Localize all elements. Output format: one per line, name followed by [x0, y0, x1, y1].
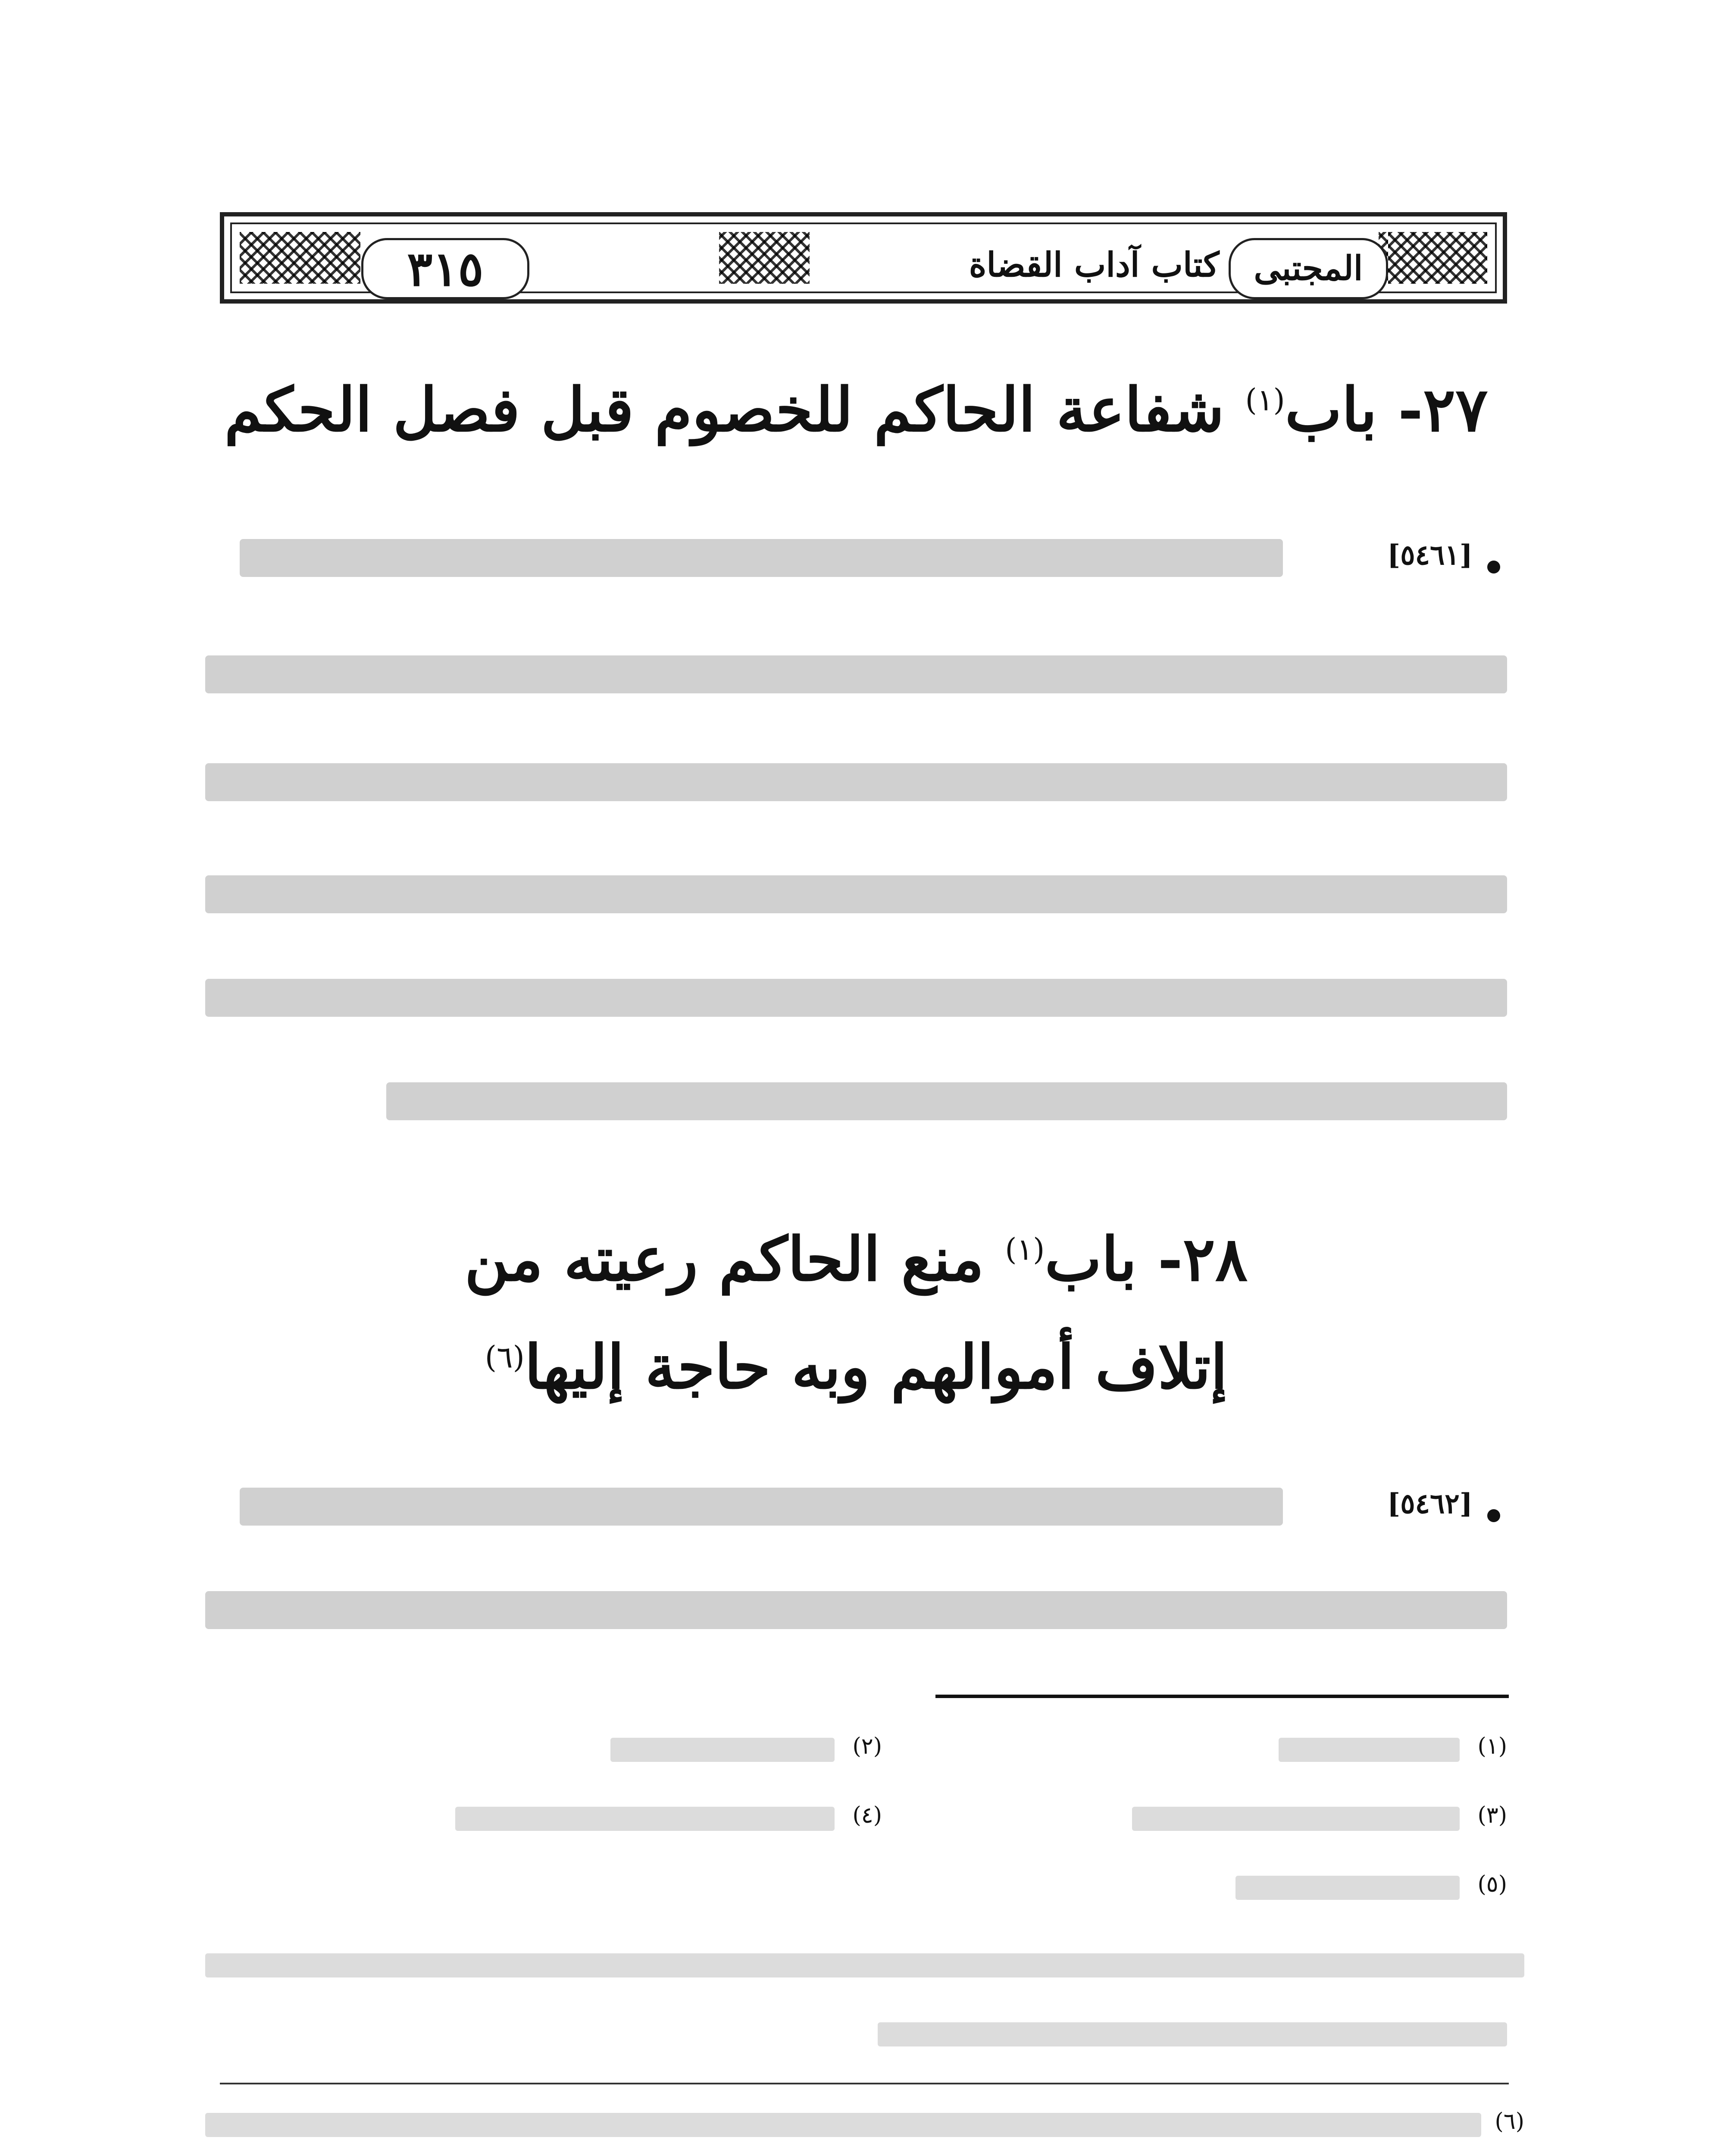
hadith-1-line-5 — [205, 979, 1507, 1017]
footnote-1-mark: (١) — [1477, 1733, 1507, 1759]
chapter-28-title-line-2: إتلاف أموالهم وبه حاجة إليها — [524, 1332, 1228, 1403]
footnote-5-text — [1235, 1876, 1460, 1900]
page-number-cartouche — [361, 238, 529, 299]
footnote-3-text — [1132, 1807, 1460, 1831]
hadith-1-line-2 — [205, 655, 1507, 693]
header-frame — [230, 222, 1497, 297]
hadith-1-number: [٥٤٦١] — [1387, 539, 1473, 571]
hadith-1-line-1 — [240, 539, 1283, 577]
hadith-1-line-4 — [205, 875, 1507, 913]
takhrij-line-2 — [878, 2022, 1507, 2046]
footnote-6-mark: (٦) — [1495, 2109, 1524, 2134]
hadith-2-line-1 — [240, 1488, 1283, 1526]
footnote-5-mark: (٥) — [1477, 1871, 1507, 1897]
chapter-27-number: ٢٧- — [1398, 375, 1488, 445]
note-separator — [220, 2083, 1509, 2084]
book-logo: المجتبى — [1254, 249, 1363, 288]
footnote-1-text — [1279, 1738, 1460, 1762]
hadith-1-line-3 — [205, 763, 1507, 801]
footnote-4-text — [455, 1807, 835, 1831]
hadith-1-bullet — [1487, 561, 1500, 573]
chapter-27-word: باب — [1285, 375, 1377, 445]
footnote-separator — [935, 1695, 1509, 1698]
chapter-28-title-line-1: منع الحاكم رعيته من — [464, 1224, 984, 1295]
footnote-3-mark: (٣) — [1477, 1802, 1507, 1828]
hadith-1-line-6 — [386, 1082, 1507, 1120]
chapter-28-heading-line-2 — [205, 1328, 1507, 1414]
chapter-28-footnote-mark: (١) — [1005, 1232, 1045, 1267]
chapter-28-word: باب — [1045, 1224, 1137, 1295]
footnote-2-mark: (٢) — [852, 1733, 882, 1759]
section-title: كتاب آداب القضاة — [969, 245, 1220, 285]
hadith-2-line-2 — [205, 1591, 1507, 1629]
chapter-28-heading-line-1 — [205, 1220, 1507, 1307]
header-ornament-center-left — [719, 232, 810, 284]
takhrij-line-1 — [205, 1953, 1524, 1977]
hadith-2-bullet — [1487, 1509, 1500, 1522]
page-header — [220, 212, 1507, 304]
chapter-27-heading — [205, 371, 1507, 457]
chapter-27-title: شفاعة الحاكم للخصوم قبل فصل الحكم — [224, 375, 1224, 445]
page-number: ٣١٥ — [407, 241, 484, 297]
footnote-6-line-1 — [205, 2113, 1481, 2137]
footnote-2-text — [610, 1738, 835, 1762]
header-ornament-left — [240, 232, 360, 284]
chapter-28-title-line-2-mark: (٦) — [485, 1339, 525, 1375]
chapter-28-number: ٢٨- — [1157, 1224, 1248, 1295]
chapter-27-footnote-mark: (١) — [1245, 382, 1285, 418]
header-ornament-right — [1388, 232, 1487, 284]
footnote-4-mark: (٤) — [852, 1802, 882, 1828]
book-logo-cartouche — [1229, 238, 1388, 299]
hadith-2-number: [٥٤٦٢] — [1387, 1488, 1473, 1520]
